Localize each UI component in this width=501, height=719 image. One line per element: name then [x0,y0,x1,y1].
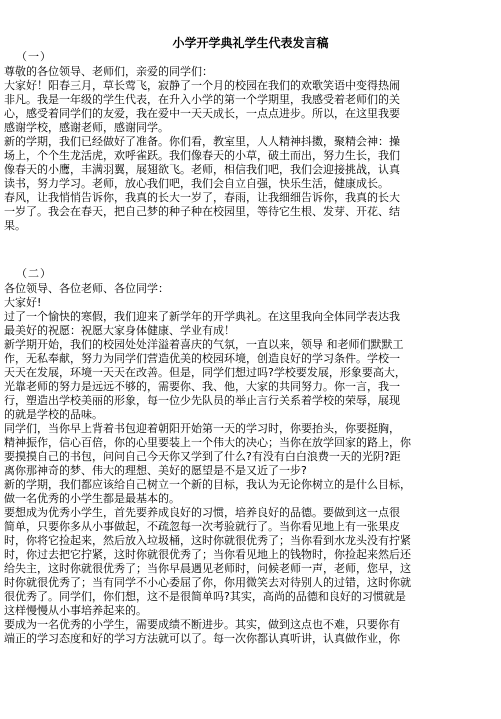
text-line: 精神振作，信心百倍，你的心里要装上一个伟大的决心；当你在放学回家的路上，你 [4,436,411,449]
section-heading: （一） [16,50,52,63]
text-line: 读书，努力学习。老师，放心我们吧，我们会自立自强，快乐生活，健康成长。 [4,177,389,190]
text-line: 行，塑造出学校美丽的形象，每一位少先队员的举止言行关系着学校的荣辱，展现 [4,394,400,407]
text-line: 很优秀了。同学们，你们想，这不是很简单吗?其实，高尚的品德和良好的习惯就是 [4,590,406,603]
text-line: 最美好的祝愿：祝愿大家身体健康、学业有成！ [4,324,235,337]
text-line: 要成为一名优秀的小学生，需要成绩不断进步。其实，做到这点也不难，只要你有 [4,618,400,631]
text-line: 做一名优秀的小学生都是最基本的。 [4,492,180,505]
text-line: 一岁了。我会在春天，把自己梦的种子种在校园里，等待它生根、发芽、开花、结 [4,205,400,218]
text-line: 离你那神奇的梦、伟大的理想、美好的愿望是不是又近了一步? [4,464,307,477]
text-line: 尊敬的各位领导、老师们，亲爱的同学们： [4,65,213,78]
text-line: 场上，个个生龙活虎，欢呼雀跃。我们像春天的小草，破土而出，努力生长，我们 [4,149,400,162]
text-line: 各位领导、各位老师、各位同学： [4,282,169,295]
text-line: 果。 [4,219,26,232]
text-line: 天天在发展，环境一天天在改善。但是，同学们想过吗?学校要发展，形象要高大， [4,366,406,379]
text-line: 要摸摸自己的书包，问问自己今天你又学到了什么?有没有白白浪费一天的光阴?距 [4,450,401,463]
text-line: 非凡。我是一年级的学生代表，在升入小学的第一个学期里，我感受着老师们的关 [4,93,400,106]
text-line: 新的学期，我们都应该给自己树立一个新的目标，我认为无论你树立的是什么目标， [4,478,411,491]
text-line: 这样慢慢从小事培养起来的。 [4,604,147,617]
text-line: 时，你将它捡起来，然后放入垃圾桶，这时你就很优秀了；当你看到水龙头没有拧紧 [4,534,411,547]
text-line: 给失主，这时你就很优秀了；当你早晨遇见老师时，问候老师一声，老师，您早，这 [4,562,411,575]
text-line: 光靠老师的努力是远远不够的，需要你、我、他，大家的共同努力。你一言，我一 [4,380,400,393]
text-line: 时你就很优秀了；当有同学不小心委屈了你，你用微笑去对待别人的过错，这时你就 [4,576,411,589]
text-line: 新学期开始，我们的校园处处洋溢着喜庆的气氛，一直以来，领导 和老师们默默工 [4,338,404,351]
text-line: 同学们，当你早上背着书包迎着朝阳开始第一天的学习时，你要抬头，你要挺胸， [4,422,400,435]
text-line: 的就是学校的品味。 [4,408,103,421]
text-line: 作，无私奉献，努力为同学们营造优美的校园环境，创造良好的学习条件。学校一 [4,352,400,365]
text-line: 简单，只要你多从小事做起，不疏忽每一次考验就行了。当你看见地上有一张果皮 [4,520,400,533]
text-line: 端正的学习态度和好的学习方法就可以了。每一次你都认真听讲，认真做作业，你 [4,632,400,645]
text-line: 过了一个愉快的寒假，我们迎来了新学年的开学典礼。在这里我向全体同学表达我 [4,310,400,323]
text-line: 大家好! [4,296,42,309]
text-line: 时，你过去把它拧紧，这时你就很优秀了；当你看见地上的钱物时，你捡起来然后还 [4,548,411,561]
text-line: 像春天的小鹰，丰满羽翼，展翅欲飞。老师，相信我们吧，我们会迎接挑战，认真 [4,163,400,176]
section-heading: （二） [16,267,52,280]
text-line: 要想成为优秀小学生，首先要养成良好的习惯，培养良好的品德。要做到这一点很 [4,506,400,519]
text-line: 春风，让我悄悄告诉你，我真的长大一岁了，春雨，让我细细告诉你，我真的长大 [4,191,400,204]
document-title: 小学开学典礼学生代表发言稿 [172,36,329,50]
text-line: 新的学期，我们已经做好了准备。你们看，教室里，人人精神抖擞，聚精会神：操 [4,135,400,148]
text-line: 心，感受着同学们的友爱，我在爱中一天天成长，一点点进步。所以，在这里我要 [4,107,400,120]
text-line: 感谢学校，感谢老师，感谢同学。 [4,121,169,134]
text-line: 大家好！阳春三月，草长莺飞，寂静了一个月的校园在我们的欢歌笑语中变得热闹 [4,79,400,92]
